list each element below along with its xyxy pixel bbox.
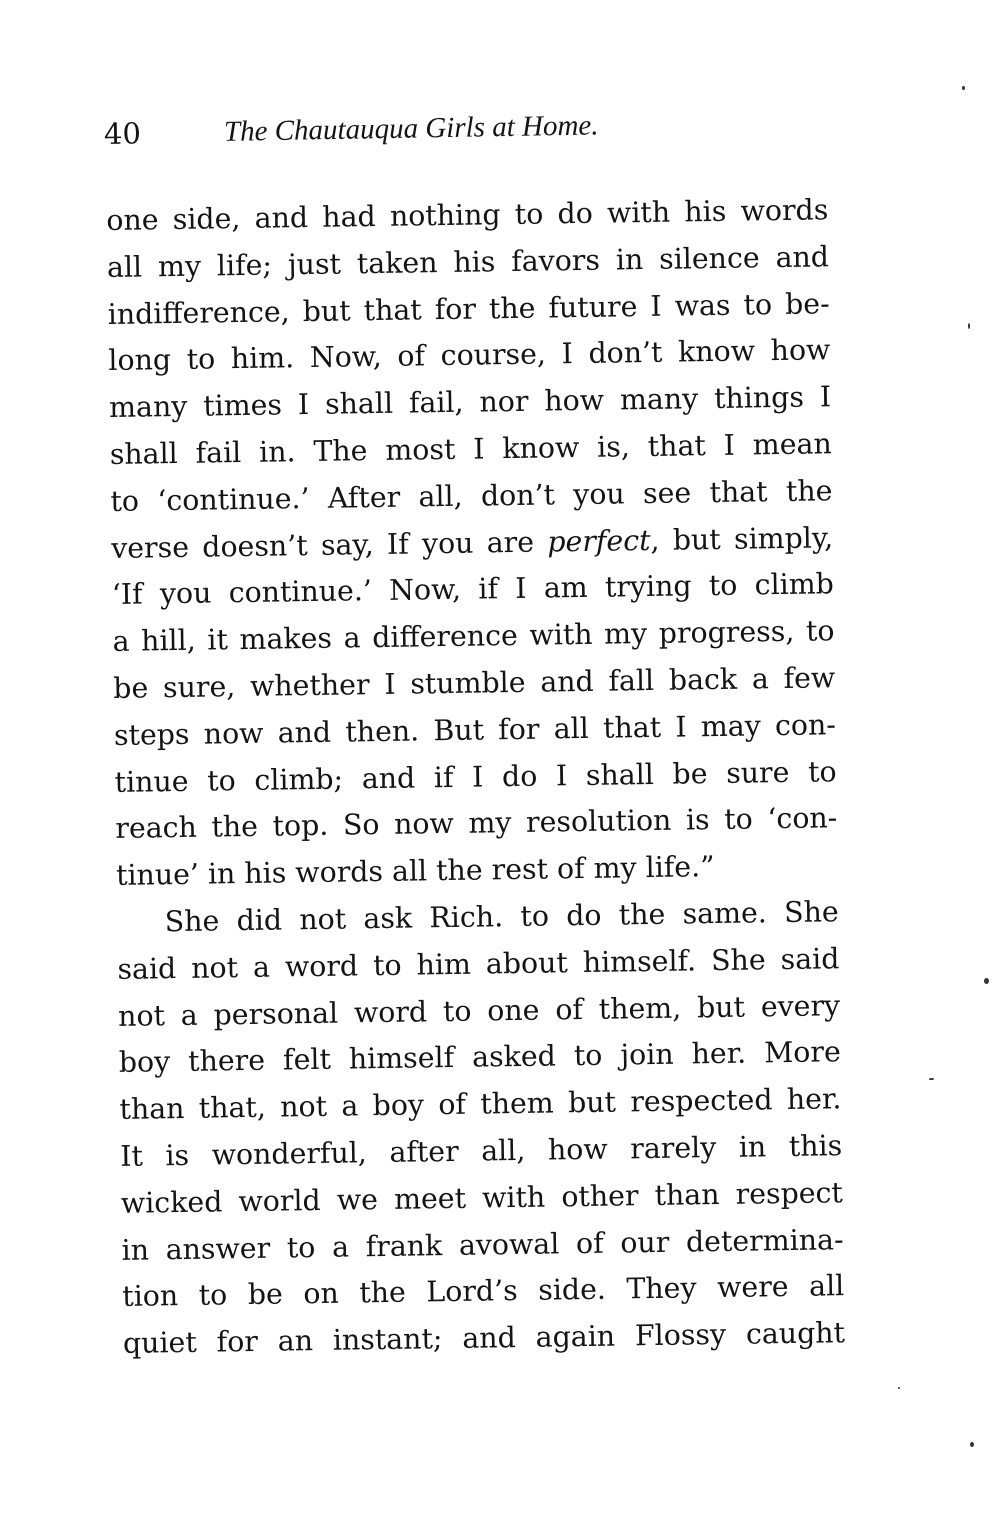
print-speck xyxy=(929,1078,934,1080)
text-line: said not a word to him about himself. She said xyxy=(117,941,840,986)
text-line: long to him. Now, of course, I don’t know how xyxy=(108,333,831,378)
text-line: boy there felt himself asked to join her. More xyxy=(118,1035,841,1080)
text-line: not a personal word to one of them, but every xyxy=(117,988,841,1033)
print-speck xyxy=(984,978,989,984)
text-line: tinue’ in his words all the rest of my life.” xyxy=(115,850,715,893)
paragraph-first-line: She did not ask Rich. to do the same. She xyxy=(164,895,839,939)
text-line: a hill, it makes a difference with my progress, to xyxy=(112,614,835,659)
page-number: 40 xyxy=(103,116,142,151)
text-line: tion to be on the Lord’s side. They were all xyxy=(122,1269,845,1314)
text-line: quiet for an instant; and again Flossy caught xyxy=(122,1316,846,1360)
text-line: steps now and then. But for all that I may con- xyxy=(113,707,837,752)
text-line: ‘If you continue.’ Now, if I am trying to climb xyxy=(111,567,835,612)
text-line: indifference, but that for the future I was to be- xyxy=(107,286,830,331)
text-line: shall fail in. The most I know is, that I mean xyxy=(109,427,832,471)
page-header xyxy=(104,99,825,162)
text-line: than that, not a boy of them but respected her. xyxy=(119,1082,842,1127)
text-line: all my life; just taken his favors in silence and xyxy=(106,240,830,284)
text-segment: , but simply, xyxy=(650,520,834,557)
text-line: in answer to a frank avowal of our determina- xyxy=(121,1222,844,1267)
text-line: tinue to climb; and if I do I shall be sure to xyxy=(114,754,837,799)
text-line: to ‘continue.’ After all, don’t you see that the xyxy=(110,474,833,518)
italic-word: perfect xyxy=(547,523,651,559)
print-speck xyxy=(970,1442,974,1447)
text-line: wicked world we meet with other than respect xyxy=(120,1175,844,1220)
body-text xyxy=(106,187,845,1368)
print-speck xyxy=(968,323,970,329)
running-title: The Chautauqua Girls at Home. xyxy=(223,109,599,148)
text-line: reach the top. So now my resolution is to ‘con- xyxy=(115,801,838,846)
text-line: It is wonderful, after all, how rarely in this xyxy=(119,1129,843,1173)
print-speck xyxy=(898,1387,900,1389)
text-line: one side, and had nothing to do with his words xyxy=(106,193,829,237)
text-segment: verse doesn’t say, If you are xyxy=(110,525,535,565)
text-line: be sure, whether I stumble and fall back a few xyxy=(113,661,836,705)
print-speck xyxy=(962,86,965,90)
text-line: many times I shall fail, nor how many things I xyxy=(108,380,832,425)
